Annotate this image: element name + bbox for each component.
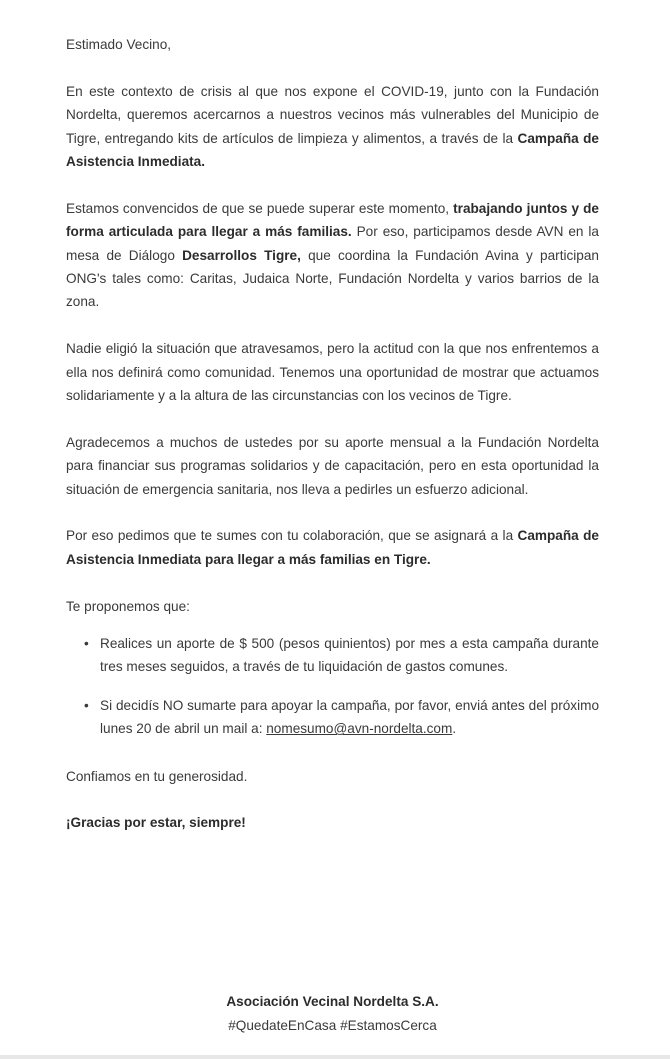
bold-campaign-goal: Campaña de Asistencia Inmediata para llegar a más familias en Tigre. [66, 528, 599, 567]
list-item [84, 694, 599, 741]
bottom-border [0, 1055, 670, 1059]
paragraph-text: Estamos convencidos de que se puede superar este momento, [66, 200, 454, 216]
paragraph-thanks-contributions: Agradecemos a muchos de ustedes por su aporte mensual a la Fundación Nordelta para financiar sus programas solidarios y de capacitación, pero en esta oportunidad la situación de emergencia sanitaria, nos lleva a pedirles un esfuerzo adicional. [66, 434, 599, 497]
organization-name [66, 990, 599, 1014]
paragraph-text: que coordina la Fundación Avina y participan ONG's tales como: Caritas, Judaica Norte, Fundación Nordelta y varios barrios de la zona. [66, 247, 599, 310]
campaign-name: Campaña de Asistencia Inmediata. [66, 130, 599, 170]
list-item-text: Si decidís NO sumarte para apoyar la campaña, por favor, enviá antes del próximo lunes 20 de abril un mail a: [100, 697, 599, 737]
paragraph-covid-campaign [66, 80, 599, 174]
paragraph-community: Nadie eligió la situación que atravesamos, pero la actitud con la que nos enfrentemos a ella nos definirá como comunidad. Tenemos una oportunidad de mostrar que actuamos solidariamente y a la altura de las circunstancias con los vecinos de Tigre. [66, 341, 599, 404]
list-item [84, 632, 599, 679]
paragraph-working-together [66, 197, 599, 314]
bullet-icon: • [84, 697, 89, 713]
list-item-end: . [452, 721, 457, 737]
letter-body [66, 33, 599, 858]
email-link[interactable]: nomesumo@avn-nordelta.com [266, 721, 453, 737]
thanks-text: ¡Gracias por estar, siempre! [66, 815, 246, 831]
paragraph-text: Por eso pedimos que te sumes con tu colaboración, que se asignará a la [66, 528, 518, 544]
proposal-intro: Te proponemos que: [66, 598, 190, 614]
greeting: Estimado Vecino, [66, 37, 172, 52]
bold-phrase-together: trabajando juntos y de forma articulada para llegar a más familias. [66, 200, 599, 240]
list-item-text: Realices un aporte de $ 500 (pesos quinientos) por mes a esta campaña durante tres meses seguidos, a través de tu liquidación de gastos comunes. [100, 636, 599, 675]
paragraph-text: En este contexto de crisis al que nos expone el COVID-19, junto con la Fundación Nordelta, queremos acercarnos a nuestros vecinos más vulnerables del Municipio de Tigre, entregando kits de artículos de limpieza y alimentos, a través de la [66, 83, 599, 146]
proposal-list [66, 632, 599, 741]
thanks-line [66, 811, 599, 834]
paragraph-request [66, 524, 599, 571]
organization-name-text: Asociación Vecinal Nordelta S.A. [226, 994, 439, 1009]
bullet-icon: • [84, 636, 89, 652]
hashtags: #QuedateEnCasa #EstamosCerca [228, 1018, 437, 1033]
signature-block [66, 990, 599, 1038]
paragraph-text: Por eso, participamos desde AVN en la mesa de Diálogo [66, 224, 599, 263]
bold-phrase-desarrollos-tigre: Desarrollos Tigre, [182, 247, 301, 263]
closing-line: Confiamos en tu generosidad. [66, 768, 248, 784]
